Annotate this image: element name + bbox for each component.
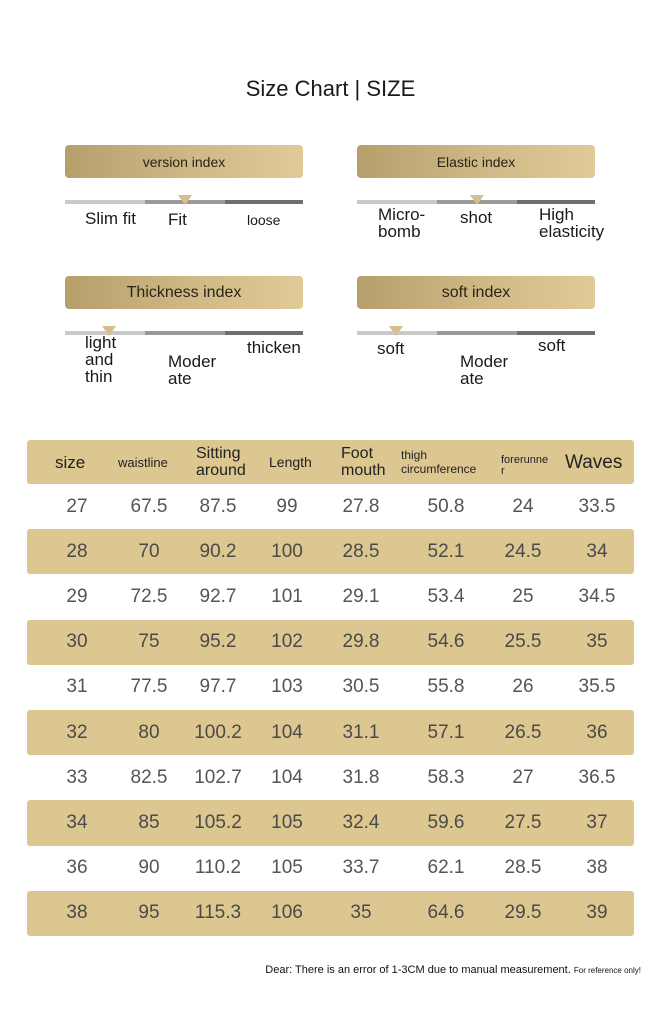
table-cell: 25 <box>512 585 534 607</box>
table-body <box>27 484 634 936</box>
scale-segment <box>225 200 303 204</box>
elastic-index-scale <box>357 200 605 280</box>
table-cell: 102.7 <box>194 766 242 788</box>
column-header: thigh circumference <box>401 448 477 476</box>
version-index <box>65 145 303 280</box>
scale-segment <box>517 200 595 204</box>
version-index-header: version index <box>65 145 303 178</box>
size-table <box>27 440 634 936</box>
table-cell: 105 <box>271 857 303 879</box>
table-cell: 31.1 <box>342 721 380 743</box>
scale-segment <box>437 331 517 335</box>
table-cell: 36 <box>66 857 88 879</box>
version-index-scale <box>65 200 303 280</box>
table-cell: 115.3 <box>194 902 242 924</box>
scale-label: soft <box>377 339 405 358</box>
table-cell: 92.7 <box>199 585 237 607</box>
column-header: Foot mouth <box>341 445 386 479</box>
table-cell: 90.2 <box>199 540 237 562</box>
table-cell: 59.6 <box>427 811 465 833</box>
column-header: Sitting around <box>196 445 246 479</box>
table-row <box>27 665 634 710</box>
table-row <box>27 620 634 665</box>
table-cell: 75 <box>138 631 160 653</box>
table-cell: 27.8 <box>342 495 380 517</box>
table-cell: 50.8 <box>427 495 465 517</box>
scale-segment <box>145 331 225 335</box>
scale-label: soft <box>538 336 566 355</box>
table-cell: 29.5 <box>504 902 542 924</box>
scale-label: Fit <box>168 210 187 229</box>
table-cell: 72.5 <box>130 585 168 607</box>
table-cell: 27.5 <box>504 811 542 833</box>
elastic-index <box>357 145 605 280</box>
table-cell: 24.5 <box>504 540 542 562</box>
note-small: For reference only! <box>573 966 641 975</box>
table-row <box>27 846 634 891</box>
table-cell: 82.5 <box>130 766 168 788</box>
table-cell: 90 <box>138 857 160 879</box>
table-cell: 25.5 <box>504 631 542 653</box>
column-header: waistline <box>118 454 168 470</box>
table-cell: 29.1 <box>342 585 380 607</box>
table-cell: 38 <box>66 902 88 924</box>
scale-segment <box>357 200 437 204</box>
table-cell: 95.2 <box>199 631 237 653</box>
scale-label: Moder ate <box>460 352 509 388</box>
table-cell: 34.5 <box>578 585 616 607</box>
column-header: size <box>55 452 86 472</box>
measurement-note <box>265 964 641 976</box>
table-cell: 102 <box>271 631 303 653</box>
table-cell: 77.5 <box>130 676 168 698</box>
table-cell: 70 <box>138 540 160 562</box>
table-cell: 95 <box>138 902 160 924</box>
table-cell: 33.5 <box>578 495 616 517</box>
column-header: forerunne r <box>501 454 549 477</box>
table-row <box>27 484 634 529</box>
table-row <box>27 891 634 936</box>
scale-label: Moder ate <box>168 352 217 388</box>
table-cell: 33.7 <box>342 857 380 879</box>
column-header: Waves <box>565 451 623 473</box>
table-cell: 28 <box>66 540 88 562</box>
table-cell: 104 <box>271 721 303 743</box>
table-cell: 36 <box>586 721 608 743</box>
table-cell: 99 <box>276 495 298 517</box>
table-cell: 27 <box>66 495 88 517</box>
table-cell: 28.5 <box>504 857 542 879</box>
thickness-index-header: Thickness index <box>65 276 303 309</box>
table-cell: 39 <box>586 902 608 924</box>
table-cell: 31.8 <box>342 766 380 788</box>
scale-marker <box>178 195 192 205</box>
table-cell: 33 <box>66 766 88 788</box>
table-cell: 38 <box>586 857 608 879</box>
table-cell: 35.5 <box>578 676 616 698</box>
table-cell: 26.5 <box>504 721 542 743</box>
table-cell: 55.8 <box>427 676 465 698</box>
note-main: Dear: There is an error of 1-3CM due to manual measurement. <box>265 964 571 976</box>
table-cell: 104 <box>271 766 303 788</box>
table-cell: 103 <box>271 676 303 698</box>
table-cell: 106 <box>271 902 303 924</box>
table-cell: 80 <box>138 721 160 743</box>
table-cell: 31 <box>66 676 88 698</box>
thickness-index-scale <box>65 331 303 411</box>
table-cell: 100.2 <box>194 721 242 743</box>
thickness-index <box>65 276 303 411</box>
table-cell: 62.1 <box>427 857 465 879</box>
scale-label: Micro- bomb <box>378 205 426 241</box>
table-cell: 101 <box>271 585 303 607</box>
table-cell: 54.6 <box>427 631 465 653</box>
table-cell: 57.1 <box>427 721 465 743</box>
elastic-index-header: Elastic index <box>357 145 595 178</box>
table-cell: 26 <box>512 676 534 698</box>
table-cell: 35 <box>586 631 608 653</box>
table-cell: 30.5 <box>342 676 380 698</box>
scale-label: light and thin <box>85 333 117 386</box>
column-header: Length <box>269 453 312 470</box>
table-cell: 27 <box>512 766 534 788</box>
table-cell: 29 <box>66 585 88 607</box>
table-cell: 53.4 <box>427 585 465 607</box>
table-cell: 29.8 <box>342 631 380 653</box>
table-cell: 34 <box>586 540 608 562</box>
table-row <box>27 710 634 755</box>
table-cell: 67.5 <box>130 495 168 517</box>
scale-marker <box>470 195 484 205</box>
table-cell: 105 <box>271 811 303 833</box>
table-cell: 32 <box>66 721 88 743</box>
scale-label: thicken <box>247 338 301 357</box>
table-row <box>27 755 634 800</box>
table-row <box>27 800 634 845</box>
scale-marker <box>389 326 403 336</box>
table-cell: 30 <box>66 631 88 653</box>
table-cell: 100 <box>271 540 303 562</box>
table-cell: 37 <box>586 811 608 833</box>
table-cell: 24 <box>512 495 534 517</box>
table-row <box>27 574 634 619</box>
table-header-row <box>27 440 634 484</box>
soft-index <box>357 276 595 411</box>
scale-segment <box>65 200 145 204</box>
table-cell: 64.6 <box>427 902 465 924</box>
table-cell: 35 <box>350 902 372 924</box>
table-cell: 97.7 <box>199 676 237 698</box>
table-cell: 87.5 <box>199 495 237 517</box>
scale-segment <box>517 331 595 335</box>
scale-segment <box>225 331 303 335</box>
scale-label: shot <box>460 208 493 227</box>
table-cell: 110.2 <box>194 857 242 879</box>
table-cell: 36.5 <box>578 766 616 788</box>
soft-index-scale <box>357 331 595 411</box>
table-cell: 58.3 <box>427 766 465 788</box>
page-title: Size Chart | SIZE <box>245 76 416 101</box>
table-cell: 34 <box>66 811 88 833</box>
scale-label: Slim fit <box>85 209 136 228</box>
table-row <box>27 529 634 574</box>
table-cell: 28.5 <box>342 540 380 562</box>
scale-label: High elasticity <box>539 205 605 241</box>
soft-index-header: soft index <box>357 276 595 309</box>
table-cell: 32.4 <box>342 811 380 833</box>
table-cell: 52.1 <box>427 540 465 562</box>
scale-label: loose <box>247 212 281 228</box>
table-cell: 105.2 <box>194 811 242 833</box>
table-cell: 85 <box>138 811 160 833</box>
